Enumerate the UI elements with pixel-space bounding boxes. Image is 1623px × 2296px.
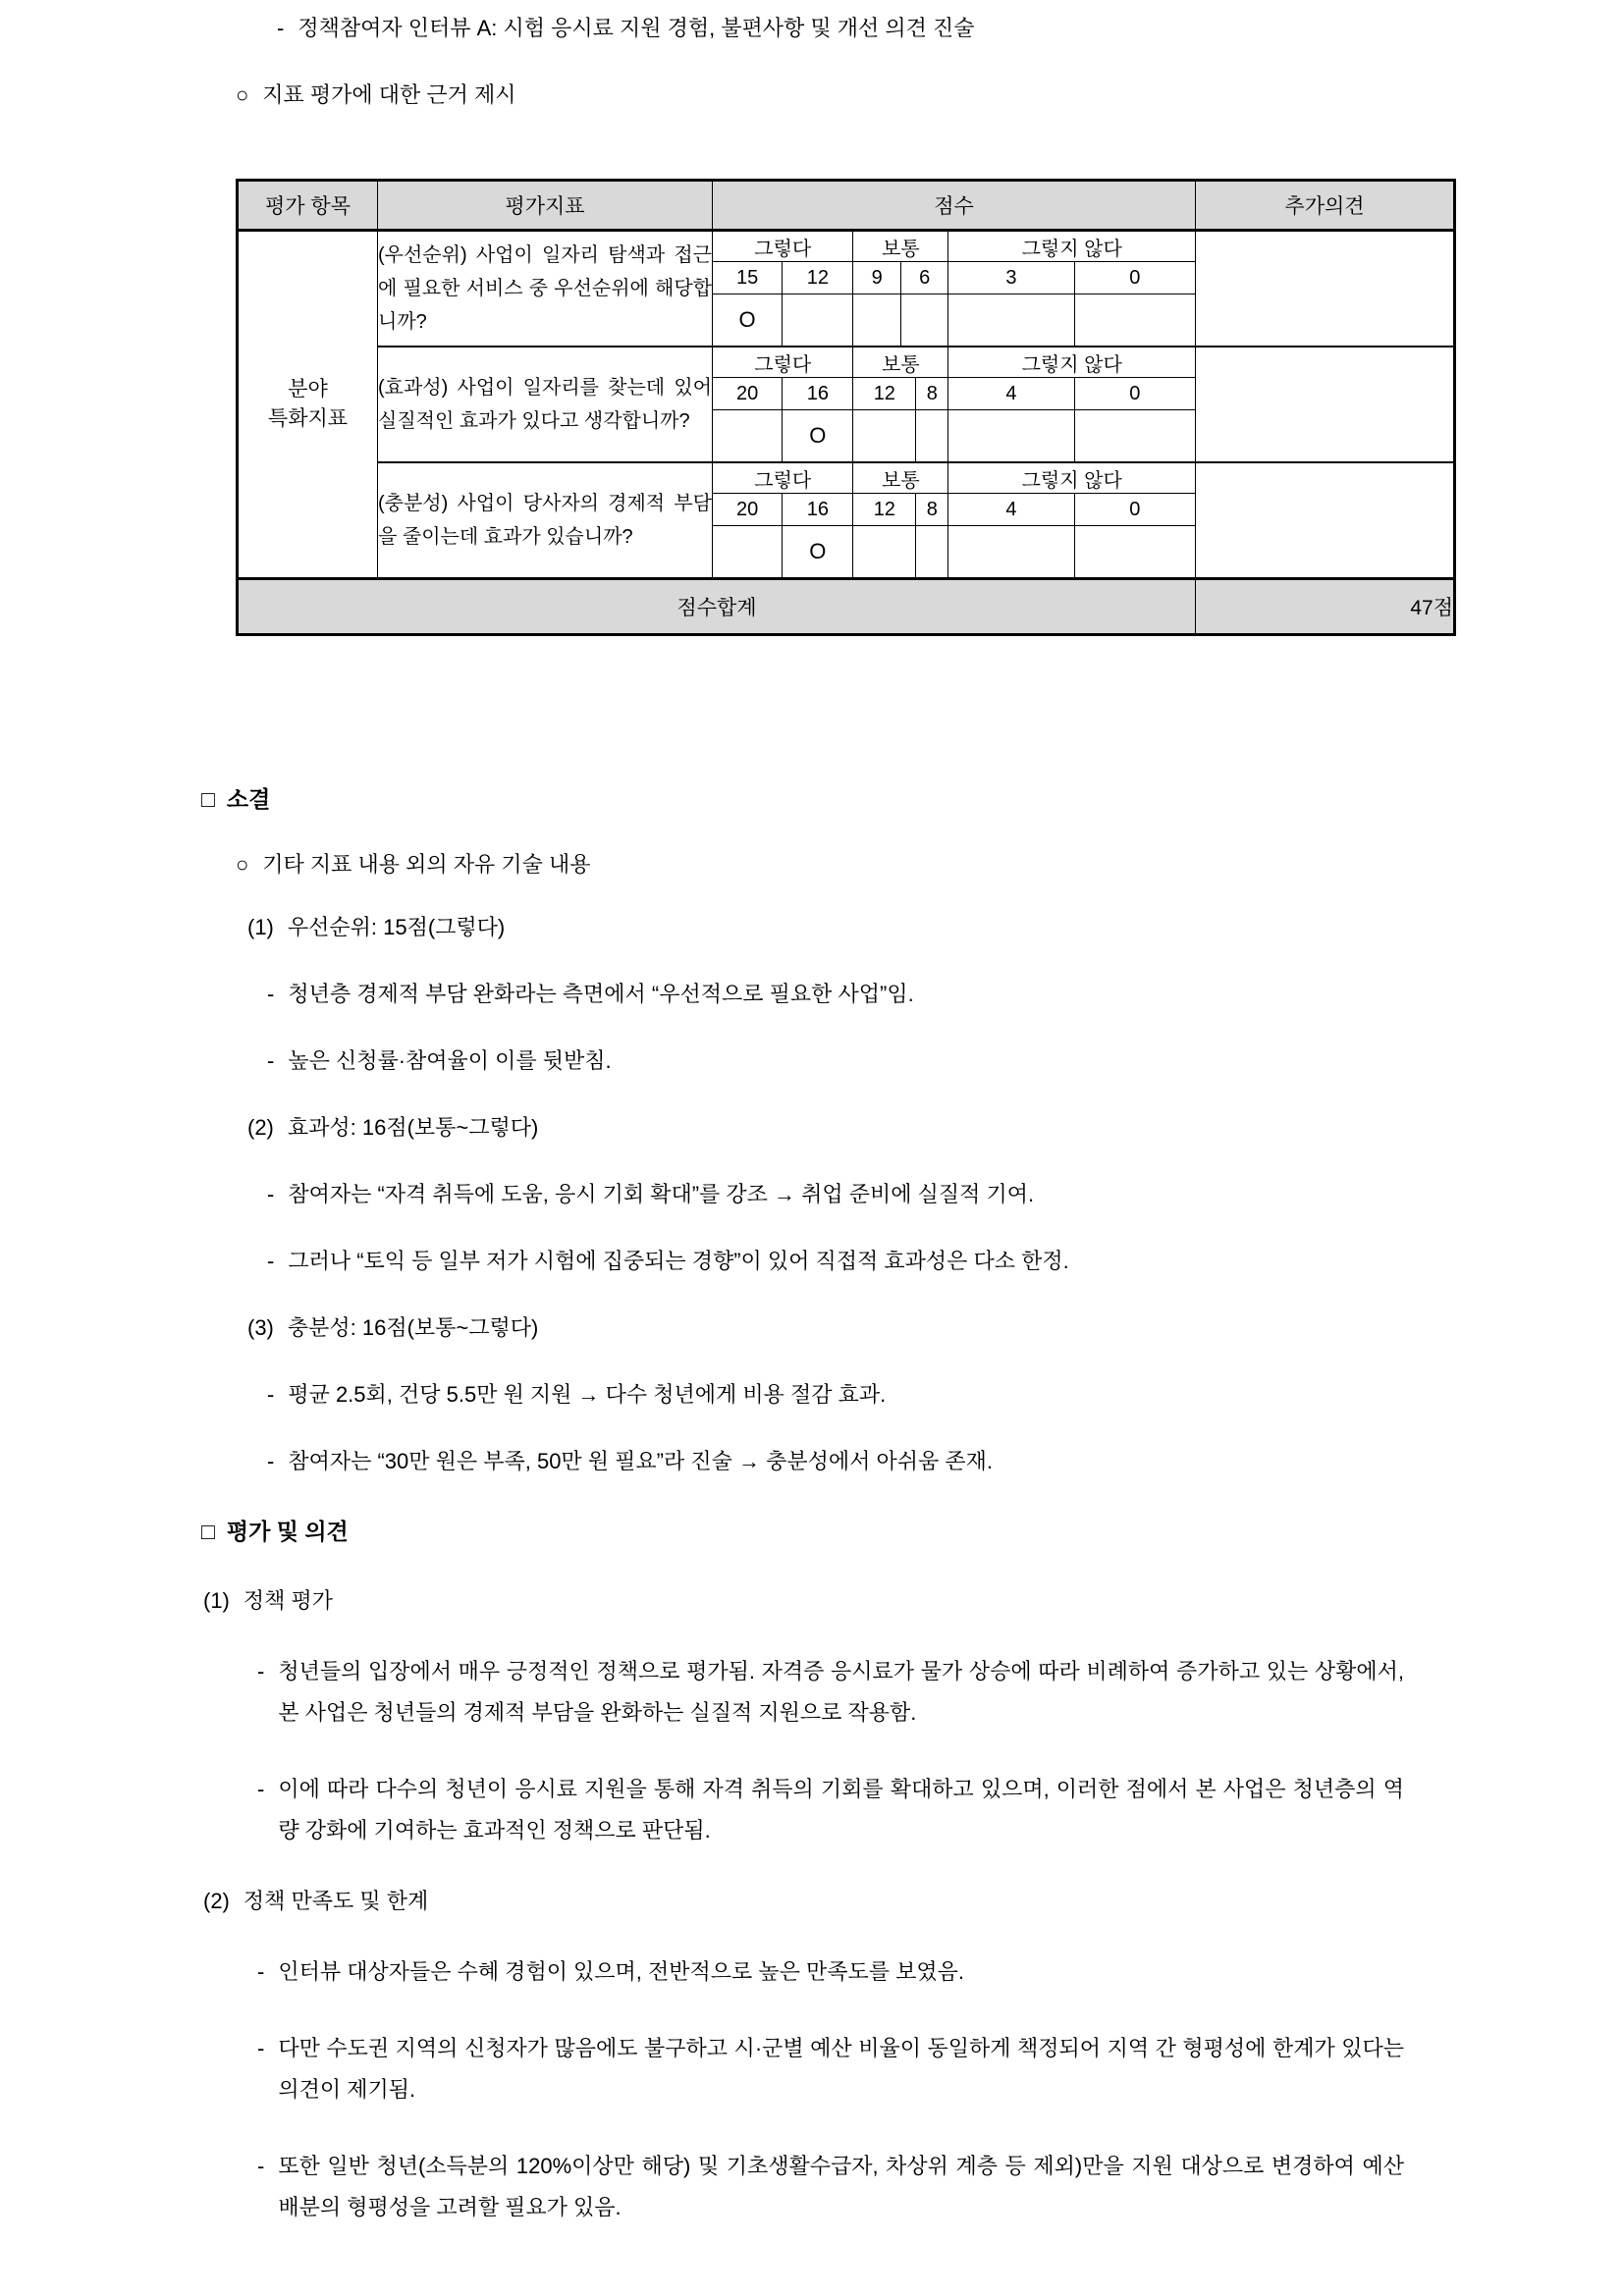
mark-cell [948,526,1074,578]
dash-marker: - [267,1382,275,1407]
score-value: 16 [783,378,853,410]
scale-label-no: 그렇지 않다 [948,347,1195,378]
opinion-cell [1196,231,1455,347]
score-value-row [713,494,1195,526]
category-cell [238,231,378,579]
scale-label-no: 그렇지 않다 [948,232,1195,262]
dash-marker: - [257,1959,265,1984]
mark-cell [916,526,948,578]
list-item: - 높은 신청률·참여율이 이를 뒷받침. [267,1046,1623,1076]
header-eval-indicator: 평가지표 [378,181,713,231]
mark-cell [1074,526,1195,578]
score-value: 0 [1074,378,1195,410]
scale-label-yes: 그렇다 [713,463,853,494]
score-value-row [713,262,1195,294]
question-cell: (충분성) 사업이 당사자의 경제적 부담을 줄이는데 효과가 있습니까? [378,462,713,579]
intro-bullet-text: 지표 평가에 대한 근거 제시 [262,82,516,107]
list-item: - 인터뷰 대상자들은 수혜 경험이 있으며, 전반적으로 높은 만족도를 보였음. [257,1951,1404,1993]
mark-cell: O [783,410,853,462]
opinion-cell [1196,462,1455,579]
mark-cell: O [783,526,853,578]
mark-cell [916,410,948,462]
group-heading: (2) 정책 만족도 및 한계 [203,1887,1623,1916]
scale-label-no: 그렇지 않다 [948,463,1195,494]
mark-cell [1074,294,1195,347]
score-total-row [238,579,1455,635]
dash-marker: - [257,1659,265,1683]
question-cell: (우선순위) 사업이 일자리 탐색과 접근에 필요한 서비스 중 우선순위에 해당합니까? [378,231,713,347]
question-cell: (효과성) 사업이 일자리를 찾는데 있어 실질적인 효과가 있다고 생각합니까? [378,347,713,462]
conclusion-subtitle: ○ 기타 지표 내용 외의 자유 기술 내용 [236,850,1623,880]
dash-marker: - [267,1249,275,1273]
mark-cell [948,294,1074,347]
score-value: 20 [713,494,783,526]
scale-label-yes: 그렇다 [713,232,853,262]
mark-cell: O [713,294,783,347]
score-mark-row [713,526,1195,578]
scale-label-row [713,347,1195,378]
opinion-cell [1196,347,1455,462]
score-mark-row [713,294,1195,347]
header-eval-item: 평가 항목 [238,181,378,231]
list-item: - 그러나 “토익 등 일부 저가 시험에 집중되는 경향”이 있어 직접적 효과성은 다소 한정. [267,1247,1623,1276]
list-item: - 평균 2.5회, 건당 5.5만 원 지원 → 다수 청년에게 비용 절감 효과. [267,1380,1623,1410]
section-title-text: 평가 및 의견 [226,1519,349,1544]
scale-label-yes: 그렇다 [713,347,853,378]
group-heading: (1) 정책 평가 [203,1586,1623,1616]
dash-marker: - [267,982,275,1006]
section-title-text: 소결 [226,786,271,812]
table-row [238,231,1455,347]
scale-label-neutral: 보통 [853,232,948,262]
list-item: - 참여자는 “자격 취득에 도움, 응시 기회 확대”를 강조 → 취업 준비에 실질적 기여. [267,1180,1623,1209]
list-item: (1) 우선순위: 15점(그렇다) [247,913,1623,942]
score-value: 3 [948,262,1074,294]
number-marker: (1) [247,915,274,939]
list-item: - 다만 수도권 지역의 신청자가 많음에도 불구하고 시·군별 예산 비율이 동일하게 책정되어 지역 간 형평성에 한계가 있다는 의견이 제기됨. [257,2028,1404,2110]
section-title-evaluation [201,1516,1623,1547]
dash-marker: - [267,1449,275,1473]
score-value: 20 [713,378,783,410]
table-header-row [238,181,1455,231]
score-value: 0 [1074,262,1195,294]
score-subtable [713,463,1195,577]
score-value: 0 [1074,494,1195,526]
score-total-value: 47점 [1196,579,1455,635]
scale-label-neutral: 보통 [853,347,948,378]
list-item: (2) 효과성: 16점(보통~그렇다) [247,1113,1623,1143]
mark-cell [853,294,900,347]
dash-marker: - [257,1777,265,1801]
dash-marker: - [267,1182,275,1206]
score-value: 4 [948,378,1074,410]
category-line: 분야 [288,378,328,400]
table-row [238,462,1455,579]
scale-label-neutral: 보통 [853,463,948,494]
circle-marker: ○ [236,82,249,107]
score-value: 4 [948,494,1074,526]
score-mark-row [713,410,1195,462]
section-title-conclusion [201,783,1623,815]
score-subtable [713,347,1195,461]
score-grid [713,462,1196,579]
number-marker: (2) [247,1115,274,1140]
mark-cell [713,526,783,578]
mark-cell [853,526,916,578]
score-value: 12 [853,378,916,410]
number-marker: (1) [203,1588,230,1613]
square-marker: □ [201,1519,215,1544]
square-marker: □ [201,786,215,812]
score-value: 12 [783,262,853,294]
score-value: 16 [783,494,853,526]
dash-marker: - [277,16,285,40]
scale-label-row [713,463,1195,494]
score-subtable [713,232,1195,346]
mark-cell [783,294,853,347]
number-marker: (3) [247,1315,274,1340]
list-item: - 이에 따라 다수의 청년이 응시료 지원을 통해 자격 취득의 기회를 확대하고 있으며, 이러한 점에서 본 사업은 청년층의 역량 강화에 기여하는 효과적인 정책으로 판단됨. [257,1769,1404,1851]
score-total-label: 점수합계 [238,579,1196,635]
evaluation-table [236,179,1456,636]
number-marker: (2) [203,1889,230,1913]
header-score: 점수 [713,181,1196,231]
score-value: 12 [853,494,916,526]
score-value: 15 [713,262,783,294]
intro-bullet-basis [236,80,1623,110]
list-item: - 청년들의 입장에서 매우 긍정적인 정책으로 평가됨. 자격증 응시료가 물가 상승에 따라 비례하여 증가하고 있는 상황에서, 본 사업은 청년들의 경제적 부담을 완화하는 실질적 지원으로 작용함. [257,1651,1404,1734]
score-value: 6 [900,262,947,294]
score-grid [713,231,1196,347]
score-grid [713,347,1196,462]
table-row [238,347,1455,462]
mark-cell [713,410,783,462]
intro-bullet-interview [277,14,1623,43]
dash-marker: - [267,1048,275,1073]
list-item: - 또한 일반 청년(소득분의 120%이상만 해당) 및 기초생활수급자, 차상위 계층 등 제외)만을 지원 대상으로 변경하여 예산 배분의 형평성을 고려할 필요가 있음. [257,2146,1404,2228]
list-item: - 참여자는 “30만 원은 부족, 50만 원 필요”라 진술 → 충분성에서 아쉬움 존재. [267,1447,1623,1476]
category-line: 특화지표 [267,407,349,430]
mark-cell [900,294,947,347]
mark-cell [853,410,916,462]
mark-cell [1074,410,1195,462]
score-value: 8 [916,378,948,410]
header-extra-opinion: 추가의견 [1196,181,1455,231]
score-value: 9 [853,262,900,294]
dash-marker: - [257,2154,265,2178]
scale-label-row [713,232,1195,262]
dash-marker: - [257,2036,265,2060]
mark-cell [948,410,1074,462]
list-item: (3) 충분성: 16점(보통~그렇다) [247,1313,1623,1343]
circle-marker: ○ [236,852,249,877]
score-value: 8 [916,494,948,526]
score-value-row [713,378,1195,410]
intro-bullet-text: 정책참여자 인터뷰 A: 시험 응시료 지원 경험, 불편사항 및 개선 의견 진술 [298,16,975,40]
list-item: - 청년층 경제적 부담 완화라는 측면에서 “우선적으로 필요한 사업”임. [267,980,1623,1009]
